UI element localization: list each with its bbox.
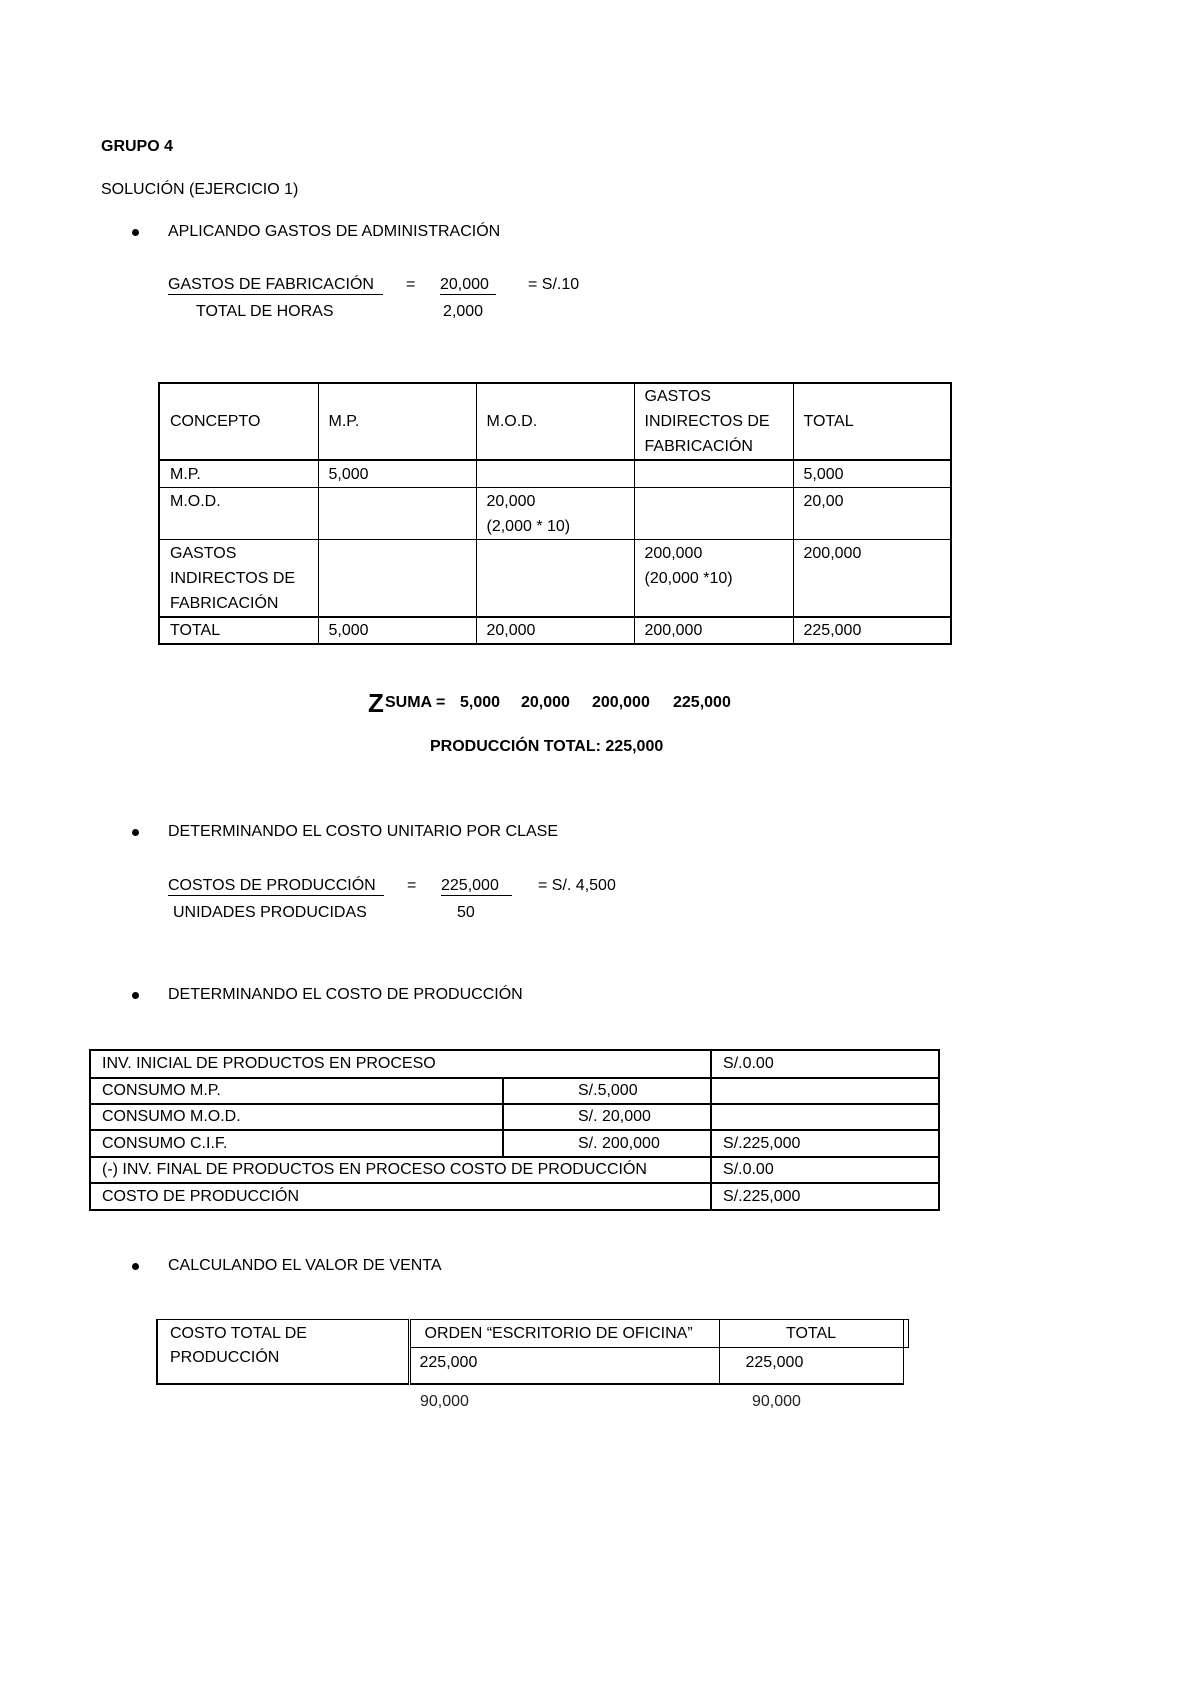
cost-distribution-table	[158, 382, 952, 645]
cell-concept: TOTAL	[159, 617, 318, 644]
sum-value: 5,000	[460, 694, 501, 711]
cell-gif: 200,000	[634, 617, 793, 644]
row-label: COSTO TOTAL DE PRODUCCIÓN	[157, 1320, 409, 1384]
row-label: CONSUMO M.P.	[90, 1078, 503, 1104]
section-2-title: DETERMINANDO EL COSTO UNITARIO POR CLASE	[168, 823, 558, 840]
row-total	[711, 1104, 939, 1130]
production-total: PRODUCCIÓN TOTAL: 225,000	[430, 738, 664, 755]
section-3-title: DETERMINANDO EL COSTO DE PRODUCCIÓN	[168, 986, 523, 1003]
row-label: INV. INICIAL DE PRODUCTOS EN PROCESO	[90, 1050, 711, 1078]
section-1-title: APLICANDO GASTOS DE ADMINISTRACIÓN	[168, 223, 501, 240]
table-total-row	[159, 617, 951, 644]
cell-gif-value: 200,000	[644, 545, 703, 562]
table-row	[90, 1050, 939, 1078]
bullet-icon	[132, 992, 139, 999]
formula-2-denominator-label: UNIDADES PRODUCIDAS	[173, 904, 367, 921]
cell-total-value: 225,000	[719, 1348, 903, 1384]
row-total: S/.225,000	[711, 1130, 939, 1157]
cell-mod	[476, 540, 634, 618]
table-row	[90, 1104, 939, 1130]
row-label: COSTO DE PRODUCCIÓN	[90, 1183, 711, 1210]
sum-symbol: Z	[368, 688, 384, 718]
table-row	[90, 1183, 939, 1210]
row-partial: S/. 20,000	[503, 1104, 711, 1130]
cell-concept: M.P.	[159, 460, 318, 488]
cell-mp	[318, 488, 476, 540]
formula-2-denominator-value: 50	[457, 904, 475, 921]
table-header-row	[159, 383, 951, 460]
table-row	[159, 488, 951, 540]
cell-concept: M.O.D.	[159, 488, 318, 540]
cell-mod-value: 20,000	[486, 493, 536, 510]
table-row	[90, 1157, 939, 1183]
table-header-row	[157, 1320, 903, 1348]
cell-total: 225,000	[793, 617, 951, 644]
formula-1-numerator-value: 20,000	[440, 276, 496, 295]
formula-1-operator: =	[406, 276, 416, 293]
header-cell-concept: CONCEPTO	[159, 383, 318, 460]
table-row	[159, 460, 951, 488]
formula-2-operator: =	[407, 877, 417, 894]
row-total: S/.225,000	[711, 1183, 939, 1210]
row-total	[711, 1078, 939, 1104]
row-total: S/.0.00	[711, 1050, 939, 1078]
table-row	[159, 540, 951, 618]
cell-mod-detail: (2,000 * 10)	[486, 518, 571, 535]
row-total: S/.0.00	[711, 1157, 939, 1183]
row-label: CONSUMO C.I.F.	[90, 1130, 503, 1157]
cell-total: 5,000	[793, 460, 951, 488]
cell-mod	[476, 460, 634, 488]
table-row	[90, 1130, 939, 1157]
solution-title: SOLUCIÓN (EJERCICIO 1)	[101, 181, 299, 198]
formula-1-result: = S/.10	[528, 276, 580, 293]
cell-gif	[634, 460, 793, 488]
header-cell-total: TOTAL	[793, 383, 951, 460]
row-partial: S/.5,000	[503, 1078, 711, 1104]
cell-order-value: 225,000	[409, 1348, 719, 1384]
formula-1-numerator-label: GASTOS DE FABRICACIÓN	[168, 276, 383, 295]
cell-concept: GASTOS INDIRECTOS DE FABRICACIÓN	[159, 540, 318, 618]
formula-2-numerator-label: COSTOS DE PRODUCCIÓN	[168, 877, 384, 896]
cell-mp: 5,000	[318, 617, 476, 644]
header-cell-mod: M.O.D.	[476, 383, 634, 460]
sum-label: SUMA =	[385, 694, 446, 711]
production-cost-table	[89, 1049, 940, 1211]
formula-2-result: = S/. 4,500	[538, 877, 616, 894]
sum-value: 200,000	[592, 694, 650, 711]
row-partial: S/. 200,000	[503, 1130, 711, 1157]
table-edge-box	[901, 1319, 909, 1348]
below-value-total: 90,000	[752, 1393, 801, 1410]
header-cell-order: ORDEN “ESCRITORIO DE OFICINA”	[409, 1320, 719, 1348]
cell-total: 200,000	[793, 540, 951, 618]
cell-gif	[634, 488, 793, 540]
cell-mod: 20,000	[476, 617, 634, 644]
section-4-title: CALCULANDO EL VALOR DE VENTA	[168, 1257, 442, 1274]
formula-2-numerator-value: 225,000	[441, 877, 512, 896]
table-row	[90, 1078, 939, 1104]
cell-total: 20,00	[793, 488, 951, 540]
cell-gif	[634, 540, 793, 618]
sales-value-table	[156, 1319, 904, 1385]
formula-1-denominator-label: TOTAL DE HORAS	[196, 303, 334, 320]
bullet-icon	[132, 229, 139, 236]
header-cell-total: TOTAL	[719, 1320, 903, 1348]
below-value-order: 90,000	[420, 1393, 469, 1410]
row-label: CONSUMO M.O.D.	[90, 1104, 503, 1130]
cell-mp	[318, 540, 476, 618]
formula-1-denominator-value: 2,000	[443, 303, 484, 320]
bullet-icon	[132, 1263, 139, 1270]
cell-mp: 5,000	[318, 460, 476, 488]
sum-value: 20,000	[521, 694, 570, 711]
cell-gif-detail: (20,000 *10)	[644, 570, 733, 587]
header-cell-mp: M.P.	[318, 383, 476, 460]
header-cell-gif: GASTOS INDIRECTOS DE FABRICACIÓN	[634, 383, 793, 460]
group-title: GRUPO 4	[101, 138, 174, 155]
sum-value: 225,000	[673, 694, 731, 711]
row-label: (-) INV. FINAL DE PRODUCTOS EN PROCESO COSTO DE PRODUCCIÓN	[90, 1157, 711, 1183]
cell-mod	[476, 488, 634, 540]
bullet-icon	[132, 829, 139, 836]
